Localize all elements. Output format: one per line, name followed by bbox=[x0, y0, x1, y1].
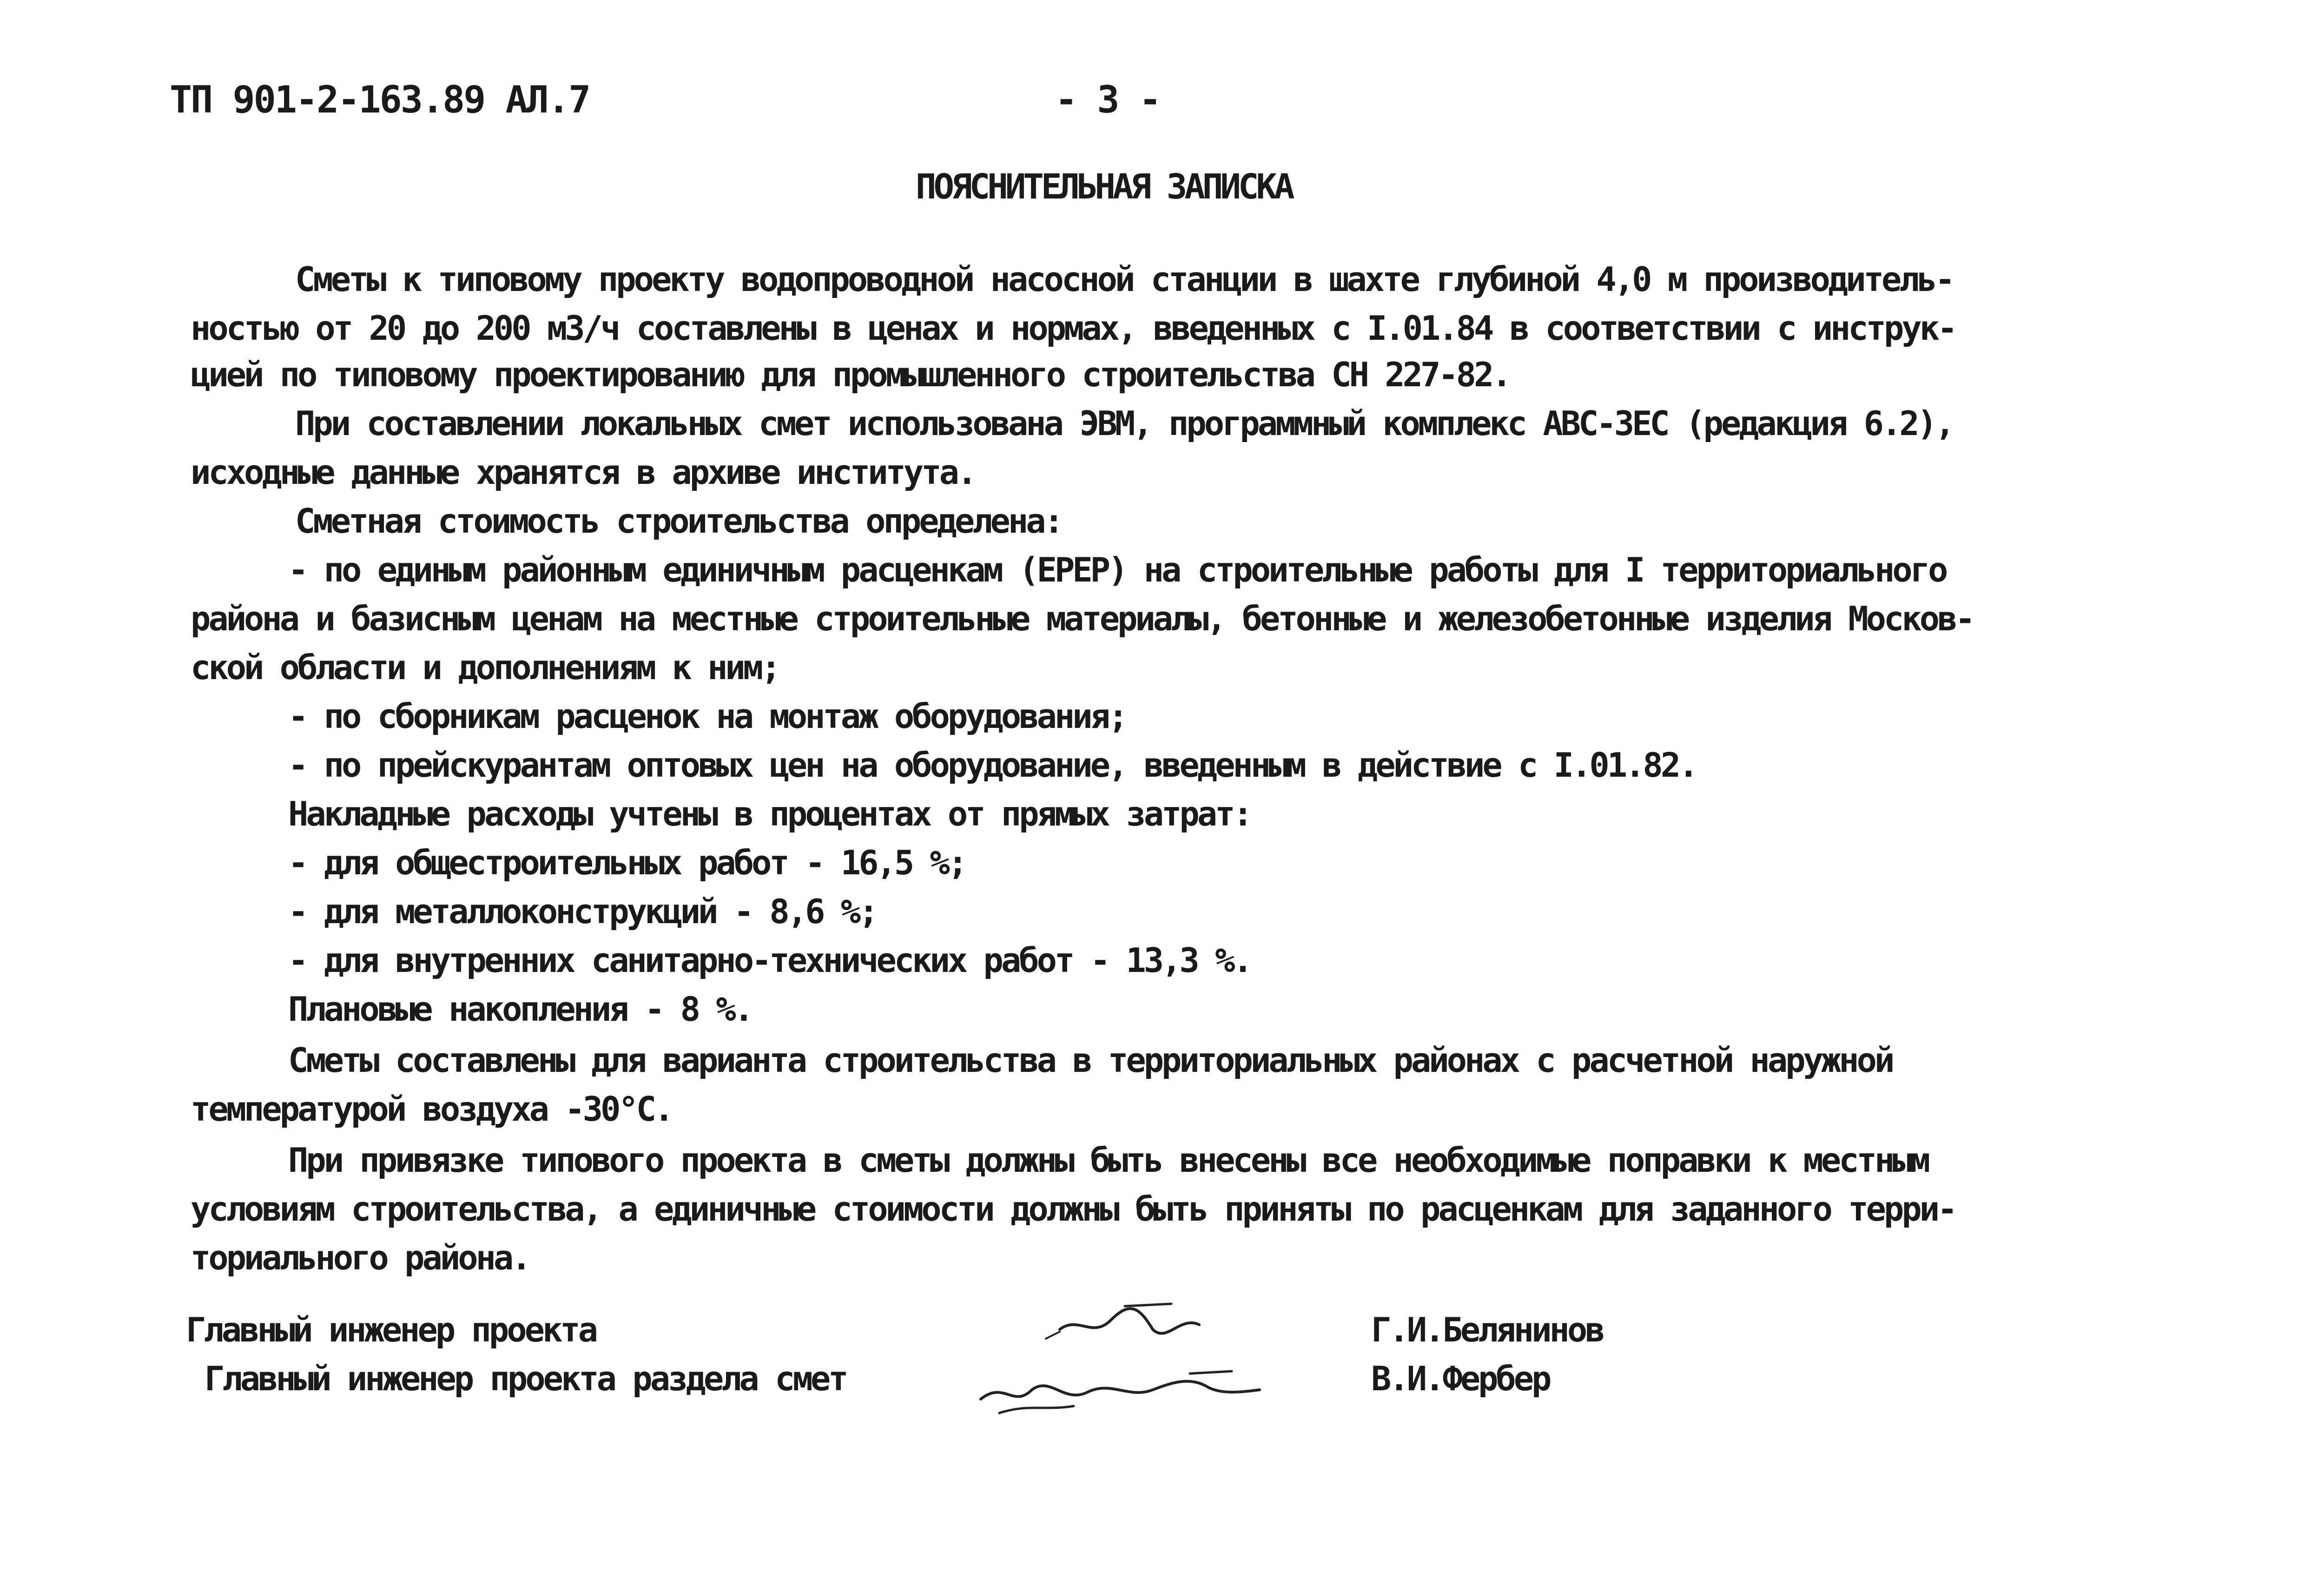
body-line: условиям строительства, а единичные стоимости должны быть приняты по расценкам для заданного терри- bbox=[191, 1189, 1955, 1229]
body-line: температурой воздуха -30°С. bbox=[191, 1090, 672, 1129]
body-line: Сметная стоимость строительства определена: bbox=[295, 502, 1062, 541]
body-line: Накладные расходы учтены в процентах от прямых затрат: bbox=[288, 794, 1251, 833]
body-line: - для внутренних санитарно-технических работ - 13,3 %. bbox=[288, 941, 1251, 980]
page-number: - 3 - bbox=[1055, 78, 1160, 121]
body-line: Плановые накопления - 8 %. bbox=[288, 990, 752, 1029]
body-line: - для общестроительных работ - 16,5 %; bbox=[288, 843, 966, 882]
handwritten-signature-2 bbox=[971, 1348, 1269, 1422]
body-line: Сметы составлены для варианта строительства в территориальных районах с расчетной наружной bbox=[288, 1041, 1893, 1080]
body-line: - по сборникам расценок на монтаж оборудования; bbox=[288, 697, 1126, 736]
body-line: ностью от 20 до 200 м3/ч составлены в ценах и нормах, введенных с I.01.84 в соответствии с инструк- bbox=[191, 309, 1955, 348]
body-line: района и базисным ценам на местные строительные материалы, бетонные и железобетонные изделия Москов- bbox=[191, 599, 1973, 638]
signature-role: Главный инженер проекта bbox=[186, 1310, 596, 1349]
handwritten-signature-1 bbox=[1032, 1288, 1227, 1353]
signature-name: Г.И.Белянинов bbox=[1371, 1310, 1603, 1349]
body-line: ской области и дополнениям к ним; bbox=[191, 648, 779, 687]
body-line: исходные данные хранятся в архиве института. bbox=[191, 453, 975, 492]
body-line: При привязке типового проекта в сметы должны быть внесены все необходимые поправки к местным bbox=[288, 1141, 1928, 1180]
body-line: - по единым районным единичным расценкам (ЕРЕР) на строительные работы для I территориального bbox=[288, 550, 1946, 589]
body-line: ториального района. bbox=[191, 1238, 529, 1277]
document-code: ТП 901-2-163.89 АЛ.7 bbox=[170, 78, 590, 121]
signature-name: В.И.Фербер bbox=[1371, 1359, 1550, 1398]
body-line: Сметы к типовому проекту водопроводной насосной станции в шахте глубиной 4,0 м производитель- bbox=[295, 260, 1953, 299]
body-line: При составлении локальных смет использована ЭВМ, программный комплекс АВС-ЗЕС (редакция 6.2), bbox=[295, 404, 1953, 443]
signature-role: Главный инженер проекта раздела смет bbox=[205, 1359, 846, 1398]
body-line: - для металлоконструкций - 8,6 %; bbox=[288, 892, 877, 931]
body-line: цией по типовому проектированию для промышленного строительства СН 227-82. bbox=[191, 355, 1510, 394]
body-line: - по прейскурантам оптовых цен на оборудование, введенным в действие с I.01.82. bbox=[288, 746, 1697, 785]
document-title: ПОЯСНИТЕЛЬНАЯ ЗАПИСКА bbox=[916, 167, 1292, 207]
